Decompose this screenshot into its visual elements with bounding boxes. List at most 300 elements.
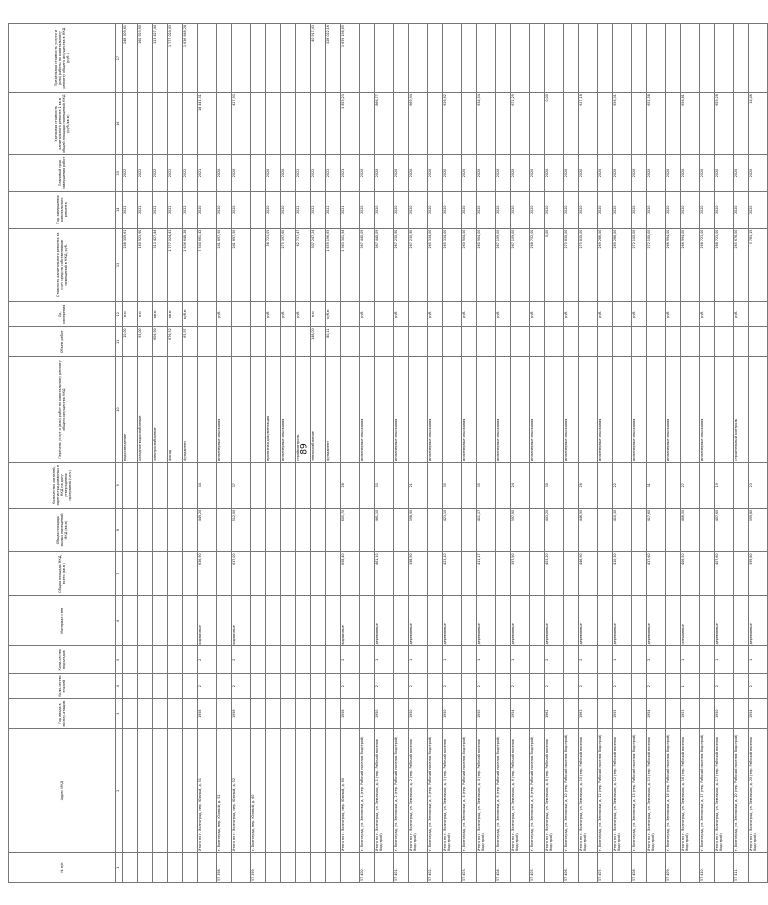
- qty-cell: [511, 327, 530, 357]
- residents-cell: [281, 462, 296, 508]
- work-cell: холодное водоснабжение: [138, 357, 153, 463]
- floors-cell: [296, 674, 311, 699]
- year-done-cell: 2022: [311, 191, 326, 228]
- work-row: [153, 24, 168, 883]
- residents-cell: [123, 462, 138, 508]
- entrances-cell: [666, 646, 681, 674]
- wall-material-cell: [281, 595, 296, 646]
- year-cell: 1950: [375, 699, 394, 729]
- floors-cell: [217, 674, 232, 699]
- empty-cell: [251, 508, 266, 552]
- number-cell: [749, 853, 768, 883]
- wall-material-cell: кирпичные: [198, 595, 217, 646]
- limit-cell: 40 917,43: [311, 24, 326, 93]
- year-done-cell: 2020: [613, 191, 632, 228]
- empty-cell: [251, 302, 266, 327]
- residents-cell: [530, 462, 545, 508]
- wall-material-cell: [632, 595, 647, 646]
- wall-material-cell: деревянные: [443, 595, 462, 646]
- year-done-cell: 2020: [394, 191, 409, 228]
- plan-cell: 2020: [564, 155, 579, 192]
- column-header: Коли-чество подъездов: [9, 646, 116, 674]
- cost-cell: 269 286,00: [598, 228, 613, 301]
- residents-cell: [296, 462, 311, 508]
- area-living-cell: [266, 508, 281, 552]
- year-done-cell: 2020: [564, 191, 579, 228]
- year-cell: [666, 699, 681, 729]
- floors-cell: [281, 674, 296, 699]
- entrances-cell: [281, 646, 296, 674]
- work-cell: проектная документация: [266, 357, 281, 463]
- qty-cell: [266, 327, 281, 357]
- total-row: [341, 24, 360, 883]
- entrances-cell: 2: [545, 646, 564, 674]
- work-cell: инженерные изыскания: [666, 357, 681, 463]
- column-header: Удельная стоимость капитального ремонта 1 кв.м общей площади помещений МКД (руб./кв.м): [9, 93, 116, 155]
- residents-cell: [564, 462, 579, 508]
- residents-cell: [700, 462, 715, 508]
- work-cell: инженерные изыскания: [394, 357, 409, 463]
- empty-cell: [251, 228, 266, 301]
- plan-cell: 2022: [138, 155, 153, 192]
- qty-cell: [545, 327, 564, 357]
- year-done-cell: 2020: [579, 191, 598, 228]
- area-total-cell: [394, 552, 409, 596]
- column-number: 15: [116, 155, 123, 192]
- cost-cell: 307 247,24: [311, 228, 326, 301]
- address-row: [530, 24, 545, 883]
- unit-cost-cell: [394, 93, 409, 155]
- cost-cell: 62 737,47: [296, 228, 311, 301]
- floors-cell: 2: [647, 674, 666, 699]
- year-done-cell: 2022: [168, 191, 183, 228]
- work-cell: [375, 357, 394, 463]
- address-row: [496, 24, 511, 883]
- residents-cell: [326, 462, 341, 508]
- unit-cost-cell: 18 441,31: [198, 93, 217, 155]
- entrances-cell: 1: [749, 646, 768, 674]
- year-cell: [153, 699, 168, 729]
- area-living-cell: [496, 508, 511, 552]
- residents-cell: 31: [647, 462, 666, 508]
- number-cell: [123, 853, 138, 883]
- year-cell: [462, 699, 477, 729]
- area-total-cell: [428, 552, 443, 596]
- work-cell: [681, 357, 700, 463]
- total-row: [198, 24, 217, 883]
- unit-cell: п.м: [123, 302, 138, 327]
- work-cell: инженерные изыскания: [462, 357, 477, 463]
- limit-cell: [281, 24, 296, 93]
- area-total-cell: [666, 552, 681, 596]
- unit-cost-cell: [428, 93, 443, 155]
- area-living-cell: [598, 508, 613, 552]
- empty-cell: [251, 552, 266, 596]
- year-cell: [266, 699, 281, 729]
- work-row: [168, 24, 183, 883]
- unit-cell: п.м: [311, 302, 326, 327]
- cost-cell: 268 723,00: [700, 228, 715, 301]
- work-cell: [749, 357, 768, 463]
- residents-cell: 23: [749, 462, 768, 508]
- number-cell: [545, 853, 564, 883]
- year-cell: [700, 699, 715, 729]
- entrances-cell: 2: [232, 646, 251, 674]
- residents-cell: 33: [375, 462, 394, 508]
- area-total-cell: [462, 552, 477, 596]
- area-living-cell: 417,60: [647, 508, 666, 552]
- column-header: Общая площадь МКД, всего (кв.м): [9, 552, 116, 596]
- unit-cost-cell: [496, 93, 511, 155]
- limit-cell: [666, 24, 681, 93]
- limit-cell: [749, 24, 768, 93]
- wall-material-cell: деревянные: [715, 595, 734, 646]
- cost-cell: 1 777 024,43: [168, 228, 183, 301]
- area-total-cell: [632, 552, 647, 596]
- area-total-cell: 399,80: [749, 552, 768, 596]
- plan-cell: 2020: [428, 155, 443, 192]
- area-living-cell: 423,10: [443, 508, 462, 552]
- empty-cell: [251, 93, 266, 155]
- total-row: [579, 24, 598, 883]
- column-header: Адрес МКД: [9, 729, 116, 853]
- number-cell: [183, 853, 198, 883]
- area-living-cell: [462, 508, 477, 552]
- column-header: Ед. измерения: [9, 302, 116, 327]
- plan-cell: 2020: [496, 155, 511, 192]
- year-done-cell: 2021: [341, 191, 360, 228]
- area-total-cell: [123, 552, 138, 596]
- number-cell: [613, 853, 632, 883]
- qty-cell: [681, 327, 700, 357]
- address-row: [394, 24, 409, 883]
- address-cell: г. Волгоград, ул. Землячки, д. 20 (тер. Рабочий поселок Водстрой): [734, 729, 749, 853]
- address-row: [700, 24, 715, 883]
- address-cell: [266, 729, 281, 853]
- work-row: [281, 24, 296, 883]
- unit-cost-cell: 617,18: [579, 93, 598, 155]
- number-cell: [375, 853, 394, 883]
- residents-cell: 24: [511, 462, 530, 508]
- floors-cell: [138, 674, 153, 699]
- year-cell: [183, 699, 198, 729]
- year-cell: [530, 699, 545, 729]
- wall-material-cell: [564, 595, 579, 646]
- limit-cell: [511, 24, 530, 93]
- area-total-cell: [281, 552, 296, 596]
- limit-cell: [217, 24, 232, 93]
- area-total-cell: [168, 552, 183, 596]
- empty-cell: [251, 24, 266, 93]
- number-cell: [311, 853, 326, 883]
- work-cell: [647, 357, 666, 463]
- residents-cell: [311, 462, 326, 508]
- entrances-cell: [326, 646, 341, 674]
- wall-material-cell: [217, 595, 232, 646]
- plan-cell: 2020: [579, 155, 598, 192]
- limit-cell: [462, 24, 477, 93]
- plan-cell: 2020: [375, 155, 394, 192]
- address-row: [428, 24, 443, 883]
- year-done-cell: 2020: [375, 191, 394, 228]
- unit-cost-cell: [153, 93, 168, 155]
- qty-cell: [632, 327, 647, 357]
- entrances-cell: 1: [375, 646, 394, 674]
- year-done-cell: 2020: [477, 191, 496, 228]
- address-cell: Итого по г. Волгоград, ул. Землячки, д. 1 (тер. Рабочий поселок Водстрой): [375, 729, 394, 853]
- year-done-cell: 2020: [198, 191, 217, 228]
- floors-cell: 2: [545, 674, 564, 699]
- cost-cell: 265 678,00: [734, 228, 749, 301]
- work-cell: [198, 357, 217, 463]
- entrances-cell: [632, 646, 647, 674]
- floors-cell: [666, 674, 681, 699]
- area-living-cell: 449,20: [198, 508, 217, 552]
- work-cell: [341, 357, 360, 463]
- area-total-cell: 637,00: [232, 552, 251, 596]
- year-done-cell: 2020: [530, 191, 545, 228]
- address-cell: Итого по г. Волгоград, ул. Землячки, д. 8 (тер. Рабочий поселок Водстрой): [545, 729, 564, 853]
- floors-cell: [700, 674, 715, 699]
- empty-cell: [251, 595, 266, 646]
- area-living-cell: 399,80: [749, 508, 768, 552]
- unit-cell: [613, 302, 632, 327]
- limit-cell: [428, 24, 443, 93]
- residents-cell: [666, 462, 681, 508]
- number-cell: [232, 853, 251, 883]
- area-living-cell: 411,17: [477, 508, 496, 552]
- plan-cell: 2020: [715, 155, 734, 192]
- address-cell: Итого по г. Волгоград, ул. Землячки, д. 6 (тер. Рабочий поселок Водстрой): [511, 729, 530, 853]
- year-cell: [428, 699, 443, 729]
- unit-cost-cell: 669,94: [409, 93, 428, 155]
- cost-cell: 275 397,60: [281, 228, 296, 301]
- cost-cell: 160 923,90: [138, 228, 153, 301]
- address-cell: [123, 729, 138, 853]
- entrances-cell: 1: [613, 646, 632, 674]
- floors-cell: [428, 674, 443, 699]
- area-total-cell: 406,50: [681, 552, 700, 596]
- plan-cell: 2020: [462, 155, 477, 192]
- limit-cell: [360, 24, 375, 93]
- address-cell: г. Волгоград, ул. Землячки, д. 4 (тер. Рабочий поселок Водстрой): [462, 729, 477, 853]
- cost-cell: 313 427,44: [153, 228, 168, 301]
- wall-material-cell: [296, 595, 311, 646]
- cost-cell: 367 440,09: [375, 228, 394, 301]
- column-number: 6: [116, 595, 123, 646]
- address-cell: г. Волгоград, пер. Южный, д. 60: [251, 729, 266, 853]
- cost-cell: 7 540 661,42: [198, 228, 217, 301]
- column-number: 16: [116, 93, 123, 155]
- work-cell: [613, 357, 632, 463]
- wall-material-cell: деревянные: [409, 595, 428, 646]
- area-living-cell: [281, 508, 296, 552]
- plan-cell: 2020: [217, 155, 232, 192]
- plan-cell: 2020: [394, 155, 409, 192]
- cost-cell: 268 752,00: [530, 228, 545, 301]
- entrances-cell: [564, 646, 579, 674]
- residents-cell: [598, 462, 613, 508]
- year-cell: [564, 699, 579, 729]
- entrances-cell: [217, 646, 232, 674]
- qty-cell: [443, 327, 462, 357]
- wall-material-cell: [153, 595, 168, 646]
- limit-cell: [443, 24, 462, 93]
- unit-cost-cell: [360, 93, 375, 155]
- wall-material-cell: деревянные: [579, 595, 598, 646]
- entrances-cell: [598, 646, 613, 674]
- unit-cell: руб.: [281, 302, 296, 327]
- empty-cell: [251, 462, 266, 508]
- wall-material-cell: [734, 595, 749, 646]
- year-cell: 1954: [647, 699, 666, 729]
- cost-cell: 267 230,90: [409, 228, 428, 301]
- total-row: [375, 24, 394, 883]
- address-cell: Итого по г. Волгоград, ул. Землячки, д. 2 (тер. Рабочий поселок Водстрой): [409, 729, 428, 853]
- year-cell: 1954: [749, 699, 768, 729]
- address-cell: [281, 729, 296, 853]
- address-cell: г. Волгоград, пер. Южный, д. 52: [217, 729, 232, 853]
- number-cell: [511, 853, 530, 883]
- unit-cell: руб.: [496, 302, 511, 327]
- work-cell: фасад: [168, 357, 183, 463]
- floors-cell: [598, 674, 613, 699]
- plan-cell: 2022: [168, 155, 183, 192]
- unit-cell: [579, 302, 598, 327]
- column-header: Год завершения капитального ремонта: [9, 191, 116, 228]
- limit-cell: [564, 24, 579, 93]
- limit-cell: [632, 24, 647, 93]
- limit-cell: [700, 24, 715, 93]
- number-cell: 57 405.: [530, 853, 545, 883]
- qty-cell: [666, 327, 681, 357]
- entrances-cell: [123, 646, 138, 674]
- qty-cell: [217, 327, 232, 357]
- area-total-cell: [138, 552, 153, 596]
- cost-cell: 272 100,00: [632, 228, 647, 301]
- area-living-cell: [217, 508, 232, 552]
- plan-cell: 2020: [647, 155, 666, 192]
- cost-cell: 266 994,00: [666, 228, 681, 301]
- area-total-cell: [496, 552, 511, 596]
- entrances-cell: 2: [647, 646, 666, 674]
- area-living-cell: [666, 508, 681, 552]
- unit-cell: руб.: [360, 302, 375, 327]
- residents-cell: 37: [232, 462, 251, 508]
- floors-cell: 2: [232, 674, 251, 699]
- year-cell: [138, 699, 153, 729]
- work-cell: стройконтроль: [296, 357, 311, 463]
- qty-cell: [360, 327, 375, 357]
- floors-cell: 2: [443, 674, 462, 699]
- column-header: № п/п: [9, 853, 116, 883]
- floors-cell: 2: [511, 674, 530, 699]
- work-cell: [409, 357, 428, 463]
- area-total-cell: 658,40: [341, 552, 360, 596]
- year-cell: [168, 699, 183, 729]
- entrances-cell: 1: [715, 646, 734, 674]
- cost-cell: 0,00: [545, 228, 564, 301]
- residents-cell: 34: [198, 462, 217, 508]
- work-row: [326, 24, 341, 883]
- area-living-cell: 461,10: [375, 508, 394, 552]
- number-cell: 57 407.: [598, 853, 613, 883]
- column-header: Стоимость капитального ремонта за счет средств собственников помещений в МКД, руб.: [9, 228, 116, 301]
- wall-material-cell: [311, 595, 326, 646]
- entrances-cell: [311, 646, 326, 674]
- wall-material-cell: [138, 595, 153, 646]
- number-cell: 57 402.: [428, 853, 443, 883]
- area-living-cell: 397,90: [511, 508, 530, 552]
- residents-cell: [734, 462, 749, 508]
- year-cell: [632, 699, 647, 729]
- work-cell: инженерные изыскания: [564, 357, 579, 463]
- total-row: [477, 24, 496, 883]
- plan-cell: 2020: [281, 155, 296, 192]
- limit-cell: [579, 24, 598, 93]
- floors-cell: 2: [579, 674, 598, 699]
- floors-cell: 2: [409, 674, 428, 699]
- cost-cell: 58 723,05: [266, 228, 281, 301]
- number-cell: 57 409.: [666, 853, 681, 883]
- residents-cell: [360, 462, 375, 508]
- total-row: [647, 24, 666, 883]
- area-living-cell: 605,70: [341, 508, 360, 552]
- floors-cell: 2: [198, 674, 217, 699]
- entrances-cell: 1: [681, 646, 700, 674]
- year-cell: 1954: [511, 699, 530, 729]
- residents-cell: [428, 462, 443, 508]
- cost-cell: 248 309,61: [123, 228, 138, 301]
- plan-cell: 2020: [409, 155, 428, 192]
- year-done-cell: 2020: [232, 191, 251, 228]
- work-cell: [579, 357, 598, 463]
- unit-cost-cell: 656,81: [681, 93, 700, 155]
- plan-cell: 2022: [296, 155, 311, 192]
- work-cell: водоотведение: [123, 357, 138, 463]
- total-row: [232, 24, 251, 883]
- unit-cell: [232, 302, 251, 327]
- year-cell: [496, 699, 511, 729]
- qty-cell: [232, 327, 251, 357]
- empty-cell: [251, 674, 266, 699]
- year-done-cell: 2022: [183, 191, 198, 228]
- year-done-cell: 2020: [511, 191, 530, 228]
- wall-material-cell: [360, 595, 375, 646]
- cost-cell: 272 100,00: [647, 228, 666, 301]
- column-number: 3: [116, 699, 123, 729]
- year-cell: [281, 699, 296, 729]
- cost-cell: 268 723,00: [715, 228, 734, 301]
- area-total-cell: 446,90: [579, 552, 598, 596]
- area-living-cell: [123, 508, 138, 552]
- number-cell: [153, 853, 168, 883]
- unit-cost-cell: [632, 93, 647, 155]
- floors-cell: [183, 674, 198, 699]
- area-total-cell: [360, 552, 375, 596]
- address-cell: Итого по г. Волгоград, ул. Землячки, д. 17 (тер. Рабочий поселок Водстрой): [715, 729, 734, 853]
- qty-cell: [477, 327, 496, 357]
- year-cell: 1958: [232, 699, 251, 729]
- plan-cell: 2020: [545, 155, 564, 192]
- plan-cell: 2022: [123, 155, 138, 192]
- qty-cell: [428, 327, 443, 357]
- cost-cell: 269 286,00: [613, 228, 632, 301]
- unit-cell: руб.: [428, 302, 443, 327]
- unit-cell: руб.: [564, 302, 579, 327]
- unit-cost-cell: 659,28: [715, 93, 734, 155]
- area-living-cell: [183, 508, 198, 552]
